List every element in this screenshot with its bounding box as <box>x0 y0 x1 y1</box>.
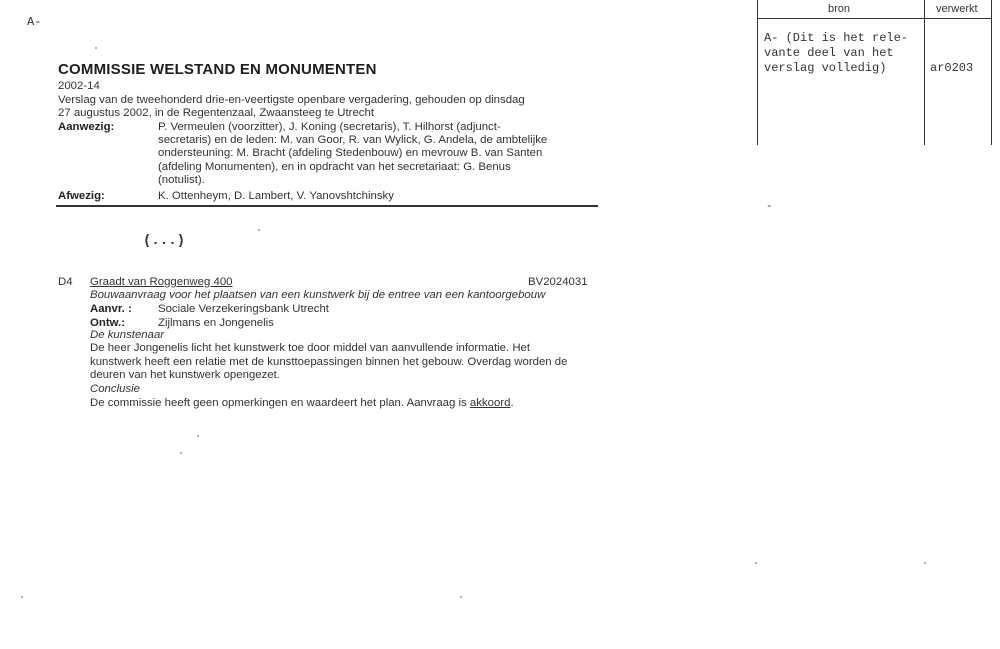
omission-ellipsis: (...) <box>143 233 186 249</box>
meeting-description-line: 27 augustus 2002, in de Regentenzaal, Zwaansteeg te Utrecht <box>58 107 374 119</box>
present-line: secretaris) en de leden: M. van Goor, R. van Wylick, G. Andela, de ambtelijke <box>158 134 548 147</box>
artist-paragraph-line: kunstwerk heeft een relatie met de kunsttoepassingen binnen het gebouw. Overdag worden de <box>90 355 568 368</box>
conclusion-period: . <box>510 397 514 409</box>
sidebar-rule-left <box>757 0 758 145</box>
artist-paragraph-line: deuren van het kunstwerk opengezet. <box>90 369 280 381</box>
artist-paragraph-line: De heer Jongenelis licht het kunstwerk toe door middel van aanvullende informatie. Het <box>90 342 531 354</box>
sidebar-dash: - <box>766 201 773 213</box>
sidebar-rule-middle <box>924 0 925 145</box>
artist-heading: De kunstenaar <box>90 329 165 341</box>
absent-label: Afwezig: <box>58 190 105 202</box>
scan-speck <box>180 452 182 454</box>
sidebar-code: ar0203 <box>930 61 974 75</box>
item-description: Bouwaanvraag voor het plaatsen van een kunstwerk bij de entree van een kantoorgebouw <box>90 289 546 301</box>
present-line: (afdeling Monumenten), en in opdracht van het secretariaat: G. Benus <box>158 160 511 173</box>
artist-paragraph <box>90 342 567 383</box>
sidebar-rule-right <box>991 0 992 145</box>
scan-speck <box>460 596 462 598</box>
applicant-value: Sociale Verzekeringsbank Utrecht <box>158 303 329 315</box>
conclusion-heading: Conclusie <box>90 383 141 395</box>
header-divider <box>56 205 598 207</box>
corner-mark: A- <box>27 15 42 29</box>
column-header-verwerkt: verwerkt <box>936 3 978 15</box>
item-number: D4 <box>58 276 73 288</box>
sidebar-note <box>764 31 908 76</box>
document-number: 2002-14 <box>58 80 100 92</box>
approval-status: akkoord <box>469 397 511 409</box>
scan-speck <box>924 562 926 564</box>
designer-value: Zijlmans en Jongenelis <box>158 317 274 329</box>
meeting-description-line: Verslag van de tweehonderd drie-en-veertigste openbare vergadering, gehouden op dinsdag <box>58 94 525 106</box>
present-label: Aanwezig: <box>58 121 115 133</box>
conclusion-sentence: De commissie heeft geen opmerkingen en waardeert het plan. Aanvraag is <box>90 397 470 409</box>
meeting-description <box>58 94 525 120</box>
applicant-label: Aanvr. : <box>90 303 132 315</box>
present-line: ondersteuning: M. Bracht (afdeling Stedenbouw) en mevrouw B. van Santen <box>158 147 543 160</box>
item-address: Graadt van Roggenweg 400 <box>90 276 233 288</box>
sidebar-note-line: verslag volledig) <box>764 61 887 75</box>
present-line: P. Vermeulen (voorzitter), J. Koning (secretaris), T. Hilhorst (adjunct- <box>158 121 501 133</box>
document-title: COMMISSIE WELSTAND EN MONUMENTEN <box>58 61 377 78</box>
present-list <box>158 121 547 187</box>
absent-list: K. Ottenheym, D. Lambert, V. Yanovshtchinsky <box>158 190 394 202</box>
scan-speck <box>95 47 97 49</box>
item-case-number: BV2024031 <box>528 276 588 288</box>
designer-label: Ontw.: <box>90 317 126 329</box>
sidebar-note-line: A- (Dit is het rele- <box>764 31 909 45</box>
scan-speck <box>21 596 23 598</box>
sidebar-note-line: vante deel van het <box>764 46 894 60</box>
scan-speck <box>755 562 757 564</box>
column-header-bron: bron <box>828 3 851 15</box>
scan-speck <box>258 229 260 231</box>
present-line: (notulist). <box>158 173 205 186</box>
sidebar-header-rule <box>757 18 992 19</box>
conclusion-text <box>90 397 514 409</box>
scan-speck <box>197 435 199 437</box>
